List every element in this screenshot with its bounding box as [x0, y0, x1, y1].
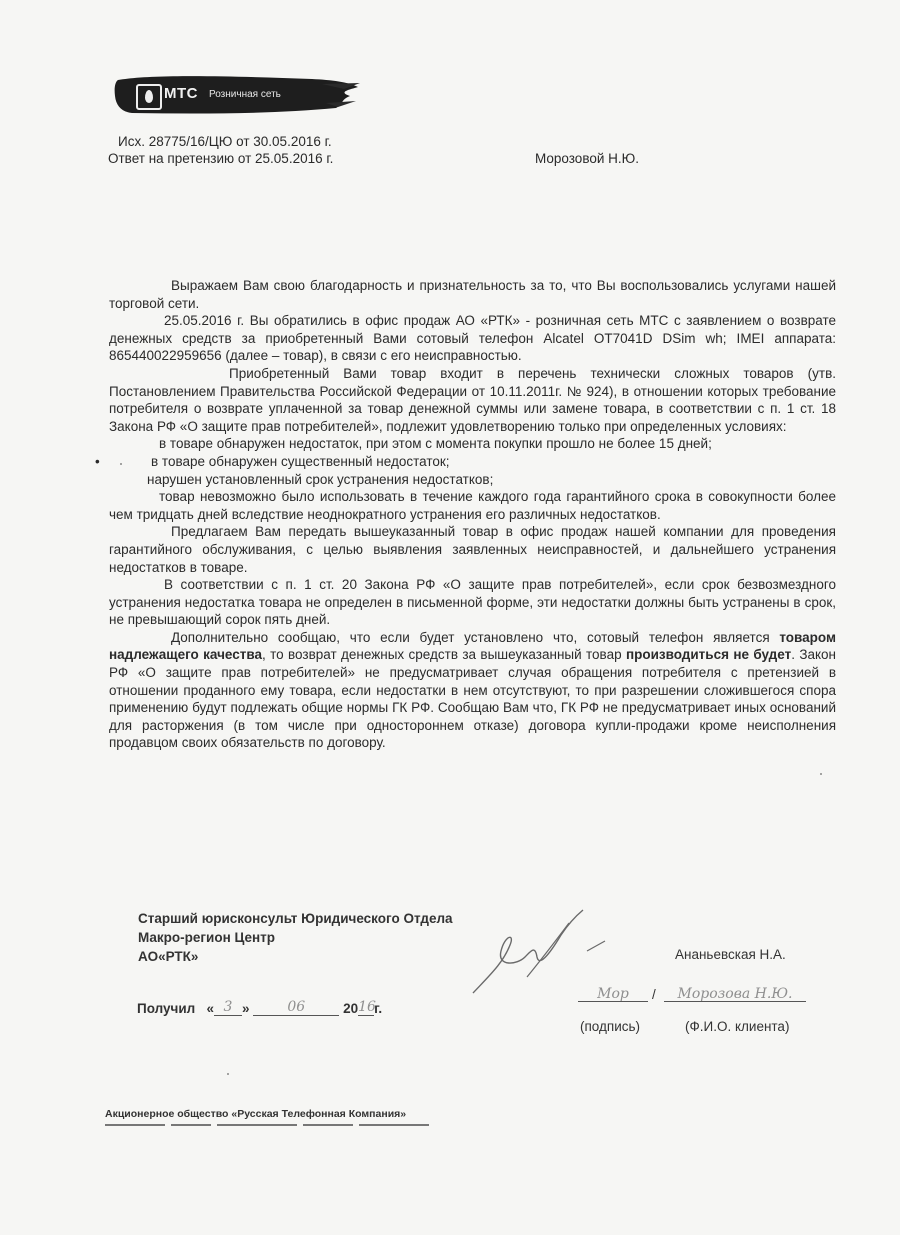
- receipt-year: 16: [358, 999, 376, 1015]
- signer-position: Старший юрисконсульт Юридического Отдела Макро-регион Центр АО«РТК»: [138, 911, 453, 964]
- caption-signature: (подпись): [580, 1019, 641, 1034]
- signer-name: Ананьевская Н.А.: [675, 947, 786, 962]
- scan-speck: [227, 1073, 229, 1075]
- client-signature-field: Мор / Морозова Н.Ю.: [578, 985, 808, 1009]
- cut-off-line: [105, 1124, 435, 1128]
- addressee: Морозовой Н.Ю.: [535, 151, 640, 166]
- paragraph-conditions: Приобретенный Вами товар входит в перечень технически сложных товаров (утв. Постановлением Правительства Российской Федерации от 10.11.2011г. № 924), в отношении которых требование потребителя о возврате уплаченной за товар денежной суммы или замене товара, в соответствии с п. 1 ст. 18 Закона РФ «О защите прав потребителей», подлежит удовлетворению только при определенных условиях:: [109, 365, 836, 434]
- caption-client-name: (Ф.И.О. клиента): [685, 1019, 790, 1034]
- paragraph-refund-refusal: Дополнительно сообщаю, что если будет установлено что, сотовый телефон является товаром надлежащего качества, то возврат денежных средств за вышеуказанный товар производиться не будет. Закон РФ «О защите прав потребителей» не предусматривает случая обращения потребителя с претензией в отношении проданного ему товара, если недостатки в нем отсутствуют, то при разрешении сложившегося спора применению будут подлежать общие нормы ГК РФ. Сообщаю Вам что, ГК РФ не предусматривает иных оснований для расторжения (в том числе при одностороннем отказе) договора купли-продажи кроме неисполнения продавцом своих обязательств по договору.: [109, 629, 837, 751]
- scan-speck: [120, 463, 122, 465]
- paragraph-request: 25.05.2016 г. Вы обратились в офис продаж АО «РТК» - розничная сеть МТС с заявлением о возврате денежных средств за приобретенный Вами сотовый телефон Alcatel OT7041D DSim wh; IMEI аппарата: 865440022959656 (далее – товар), в связи с его неисправностью.: [109, 313, 836, 364]
- brand-banner: [112, 70, 362, 120]
- letter-body: [95, 277, 837, 752]
- condition-item: товар невозможно было использовать в течение каждого года гарантийного срока в совокупности более чем тридцать дней вследствие неоднократного устранения его различных недостатков.: [109, 489, 836, 522]
- receipt-month: 06: [287, 999, 306, 1015]
- client-name-handwritten: Морозова Н.Ю.: [677, 986, 793, 1002]
- reply-reference: Ответ на претензию от 25.05.2016 г.: [108, 151, 334, 166]
- brand-tagline: Розничная сеть: [209, 89, 281, 100]
- condition-item: в товаре обнаружен недостаток, при этом с момента покупки прошло не более 15 дней;: [159, 436, 712, 452]
- condition-item: • в товаре обнаружен существенный недостаток;: [95, 453, 450, 469]
- company-footer: Акционерное общество «Русская Телефонная Компания»: [105, 1108, 407, 1120]
- paragraph-gratitude: Выражаем Вам свою благодарность и признательность за то, что Вы воспользовались услугами нашей торговой сети.: [109, 278, 836, 311]
- receipt-line: Получил « 3 » 06 2016г.: [137, 999, 383, 1016]
- paragraph-repair-term: В соответствии с п. 1 ст. 20 Закона РФ «О защите прав потребителей», если срок безвозмездного устранения недостатка товара не определен в письменной форме, эти недостатки должны быть устранены в срок, не превышающий сорок пять дней.: [109, 577, 836, 628]
- egg-logo-icon: [136, 84, 162, 110]
- brand-name: МТС: [164, 85, 198, 102]
- client-signature: Мор: [597, 986, 629, 1002]
- scan-speck: [820, 773, 822, 775]
- paragraph-service-offer: Предлагаем Вам передать вышеуказанный товар в офис продаж нашей компании для проведения гарантийного обслуживания, с целью выявления заявленных неисправностей, и дальнейшего устранения недостатков в товаре.: [109, 524, 836, 575]
- receipt-day: 3: [223, 999, 233, 1015]
- bullet-mark: •: [95, 453, 100, 469]
- outgoing-reference: Исх. 28775/16/ЦЮ от 30.05.2016 г.: [118, 134, 332, 149]
- condition-item: нарушен установленный срок устранения недостатков;: [147, 471, 494, 487]
